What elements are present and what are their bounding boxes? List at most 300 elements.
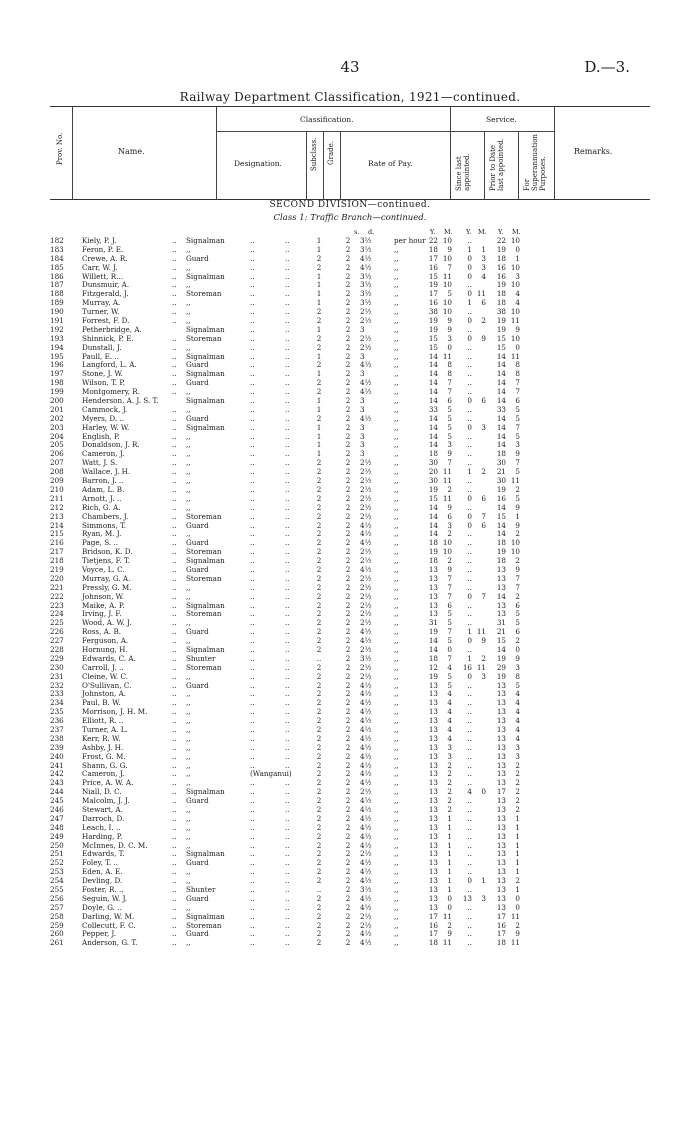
rate-of-pay: 4½ [360,413,372,423]
unit-months-super: M. [512,228,521,236]
prior-years: .. [467,733,472,743]
leader-dots: .. [285,822,290,832]
leader-dots: .. [250,662,255,672]
leader-dots: .. [250,840,255,850]
prior-years: .. [467,885,472,895]
since-last-years: 13 [428,573,438,583]
superannuation-years: 17 [496,787,506,797]
prov-no: 234 [50,698,64,708]
subclass: 2 [316,938,322,948]
grade: 2 [345,236,351,245]
superannuation-years: 13 [496,564,506,574]
prov-no: 195 [50,351,64,361]
prov-no: 236 [50,716,64,726]
superannuation-years: 13 [496,724,506,734]
leader-dots: .. [250,378,255,388]
designation: ,, [186,831,191,841]
rate-unit: ,, [394,689,399,699]
superannuation-months: 8 [515,671,520,681]
superannuation-years: 30 [496,476,506,486]
unit-months-prior: M. [478,228,487,236]
since-last-months: 1 [447,885,452,895]
rate-unit: ,, [394,547,399,557]
since-last-months: 2 [447,760,452,770]
superannuation-years: 14 [496,396,506,406]
rate-unit: ,, [394,556,399,566]
superannuation-months: 1 [515,867,520,877]
leader-dots: .. [172,529,177,539]
designation: Signalman [186,271,225,281]
grade: 2 [345,778,351,788]
leader-dots: .. [250,351,255,361]
leader-dots: .. [250,644,255,654]
since-last-months: 11 [442,911,452,921]
rate-unit: ,, [394,885,399,895]
designation: Signalman [186,351,225,361]
superannuation-years: 14 [496,529,506,539]
since-last-months: 4 [447,716,452,726]
designation: Guard [186,564,209,574]
since-last-months: 5 [447,636,452,646]
designation: Guard [186,796,209,806]
leader-dots: .. [172,893,177,903]
prior-years: 0 [467,591,472,601]
staff-name: Anderson, G. T. [82,938,138,948]
superannuation-months: 1 [515,813,520,823]
prior-years: .. [467,618,472,628]
leader-dots: .. [250,564,255,574]
since-last-years: 15 [428,493,438,503]
since-last-years: 17 [428,253,438,263]
superannuation-years: 13 [496,573,506,583]
leader-dots: .. [285,920,290,930]
prior-years: .. [467,840,472,850]
header-superannuation: For Superannuation Purposes. [523,134,547,191]
subclass: 2 [316,467,322,477]
prior-years: .. [467,440,472,450]
since-last-months: 9 [447,316,452,326]
staff-name: Ryan, M. J. [82,529,122,539]
rate-unit: ,, [394,298,399,308]
designation: ,, [186,733,191,743]
staff-name: Edwards, T. [82,849,125,859]
staff-name: Niall, D. C. [82,787,122,797]
subclass: 2 [316,778,322,788]
prov-no: 198 [50,378,64,388]
leader-dots: .. [285,742,290,752]
prov-no: 240 [50,751,64,761]
since-last-years: 13 [428,680,438,690]
designation: ,, [186,778,191,788]
leader-dots: .. [250,627,255,637]
grade: 2 [345,929,351,939]
rate-unit: ,, [394,662,399,672]
prov-no: 196 [50,360,64,370]
leader-dots: .. [285,529,290,539]
grade: 2 [345,467,351,477]
leader-dots: .. [172,724,177,734]
subclass: 2 [316,387,322,397]
subclass: 2 [316,689,322,699]
superannuation-years: 18 [496,538,506,548]
designation: ,, [186,760,191,770]
since-last-years: 30 [428,458,438,468]
rate-of-pay: 3 [360,351,365,361]
rate-unit: ,, [394,920,399,930]
superannuation-months: 11 [510,911,520,921]
grade: 2 [345,511,351,521]
prov-no: 202 [50,413,64,423]
grade: 2 [345,262,351,272]
since-last-months: 5 [447,618,452,628]
staff-name: English, P. [82,431,120,441]
since-last-months: 1 [447,849,452,859]
prov-no: 251 [50,849,64,859]
grade: 2 [345,911,351,921]
prior-years: 0 [467,493,472,503]
leader-dots: .. [172,680,177,690]
staff-name: Willett, R... [82,271,124,281]
rate-of-pay: 3½ [360,885,372,895]
superannuation-months: 1 [515,822,520,832]
leader-dots: .. [250,609,255,619]
rate-of-pay: 2½ [360,342,372,352]
grade: 2 [345,413,351,423]
leader-dots: .. [172,316,177,326]
superannuation-years: 17 [496,911,506,921]
leader-dots: .. [172,378,177,388]
designation: Guard [186,627,209,637]
leader-dots: .. [285,396,290,406]
subclass: 2 [316,529,322,539]
staff-name: Irving, J. F. [82,609,122,619]
leader-dots: .. [172,885,177,895]
since-last-months: 3 [447,751,452,761]
since-last-years: 18 [428,449,438,459]
superannuation-years: 13 [496,805,506,814]
designation: Signalman [186,369,225,379]
designation: ,, [186,431,191,441]
designation: ,, [186,840,191,850]
since-last-months: 2 [447,920,452,930]
since-last-years: 13 [428,769,438,779]
prior-years: .. [467,484,472,494]
superannuation-months: 1 [515,858,520,868]
leader-dots: .. [172,502,177,512]
designation: ,, [186,902,191,912]
prior-years: .. [467,449,472,459]
prior-years: .. [467,351,472,361]
staff-name: Cleine, W. C. [82,671,129,681]
leader-dots: .. [172,644,177,654]
prov-no: 228 [50,644,64,654]
since-last-months: 5 [447,289,452,299]
since-last-years: 18 [428,244,438,254]
since-last-months: 7 [447,627,452,637]
leader-dots: .. [285,404,290,414]
staff-name: Johnston, A. [82,689,127,699]
prov-no: 203 [50,422,64,432]
since-last-years: 15 [428,271,438,281]
leader-dots: .. [285,431,290,441]
rate-of-pay: 3 [360,404,365,414]
prior-years: .. [467,902,472,912]
leader-dots: .. [250,316,255,326]
leader-dots: .. [250,911,255,921]
superannuation-months: 7 [515,387,520,397]
staff-name: Pressly, G. M. [82,582,132,592]
grade: 2 [345,591,351,601]
since-last-months: 4 [447,662,452,672]
prior-months: 7 [481,591,486,601]
rate-of-pay: 2½ [360,458,372,468]
staff-name: Murray, A. [82,298,121,308]
leader-dots: .. [250,449,255,459]
since-last-months: 5 [447,431,452,441]
since-last-years: 19 [428,324,438,334]
prov-no: 241 [50,760,64,770]
superannuation-months: 7 [515,582,520,592]
prior-months: 4 [481,271,486,281]
staff-name: Shann, G. G. [82,760,128,770]
unit-pence: d. [368,228,375,236]
leader-dots: .. [250,289,255,299]
leader-dots: .. [172,547,177,557]
since-last-years: 15 [428,342,438,352]
rate-unit: ,, [394,760,399,770]
prov-no: 238 [50,733,64,743]
since-last-years: 13 [428,876,438,886]
prior-years: 1 [467,467,472,477]
page-title: Railway Department Classification, 1921—continued. [179,90,521,104]
subclass: 2 [316,564,322,574]
superannuation-years: 14 [496,502,506,512]
superannuation-years: 19 [496,244,506,254]
grade: 2 [345,342,351,352]
superannuation-years: 15 [496,511,506,521]
rate-unit: ,, [394,876,399,886]
leader-dots: .. [172,600,177,610]
prov-no: 259 [50,920,64,930]
designation: Guard [186,893,209,903]
prior-months: 0 [481,787,486,797]
since-last-months: 0 [447,893,452,903]
subclass: 2 [316,733,322,743]
superannuation-months: 0 [515,342,520,352]
superannuation-months: 10 [510,280,520,290]
since-last-months: 9 [447,564,452,574]
subclass: 2 [316,307,322,317]
superannuation-years: 14 [496,644,506,654]
superannuation-years: 14 [496,360,506,370]
rate-unit: ,, [394,778,399,788]
designation: Storeman [186,573,222,583]
rate-of-pay: 2½ [360,591,372,601]
subclass: 2 [316,911,322,921]
superannuation-months: 2 [515,805,520,814]
rate-of-pay: 4½ [360,733,372,743]
rate-of-pay: 4½ [360,805,372,814]
leader-dots: .. [285,324,290,334]
leader-dots: .. [250,680,255,690]
superannuation-months: 9 [515,502,520,512]
leader-dots: .. [285,413,290,423]
since-last-years: 14 [428,529,438,539]
designation: ,, [186,769,191,779]
leader-dots: .. [250,440,255,450]
staff-name: Ferguson, A. [82,636,129,646]
leader-dots: .. [250,867,255,877]
superannuation-years: 33 [496,404,506,414]
since-last-months: 2 [447,778,452,788]
leader-dots: .. [285,271,290,281]
designation: ,, [186,582,191,592]
leader-dots: .. [285,360,290,370]
since-last-years: 19 [428,280,438,290]
leader-dots: .. [250,885,255,895]
leader-dots: .. [172,769,177,779]
superannuation-months: 1 [515,831,520,841]
leader-dots: .. [172,280,177,290]
since-last-months: 10 [442,236,452,245]
staff-name: Feron, P. E. [82,244,124,254]
subclass: 2 [316,742,322,752]
rate-of-pay: 2½ [360,511,372,521]
rate-unit: ,, [394,813,399,823]
prov-no: 248 [50,822,64,832]
leader-dots: .. [285,778,290,788]
prior-years: 1 [467,627,472,637]
subclass: 2 [316,796,322,806]
superannuation-years: 17 [496,929,506,939]
prior-years: .. [467,849,472,859]
designation: ,, [186,822,191,832]
staff-name: Rich, G. A. [82,502,121,512]
since-last-months: 6 [447,396,452,406]
superannuation-months: 1 [515,849,520,859]
rate-unit: ,, [394,716,399,726]
rate-unit: ,, [394,680,399,690]
prior-months: 1 [481,876,486,886]
grade: 2 [345,556,351,566]
designation: ,, [186,938,191,948]
leader-dots: .. [285,573,290,583]
rate-unit: ,, [394,333,399,343]
since-last-years: 14 [428,387,438,397]
leader-dots: .. [285,467,290,477]
leader-dots: .. [250,333,255,343]
rate-unit: per hour [394,236,426,245]
superannuation-months: 3 [515,742,520,752]
designation: ,, [186,307,191,317]
leader-dots: .. [172,867,177,877]
designation: ,, [186,484,191,494]
designation: Guard [186,378,209,388]
prior-years: .. [467,698,472,708]
superannuation-years: 16 [496,271,506,281]
prior-years: 0 [467,316,472,326]
leader-dots: .. [250,600,255,610]
subclass: 2 [316,538,322,548]
designation: ,, [186,404,191,414]
leader-dots: .. [285,253,290,263]
prov-no: 211 [50,493,64,503]
grade: 2 [345,902,351,912]
since-last-years: 13 [428,591,438,601]
prior-years: .. [467,742,472,752]
rate-unit: ,, [394,609,399,619]
leader-dots: .. [172,253,177,263]
superannuation-months: 1 [515,511,520,521]
grade: 2 [345,938,351,948]
leader-dots: .. [285,689,290,699]
subclass: 2 [316,502,322,512]
prov-no: 245 [50,796,64,806]
prov-no: 224 [50,609,64,619]
superannuation-years: 21 [496,467,506,477]
staff-name: Frost, G. M. [82,751,126,761]
superannuation-years: 13 [496,858,506,868]
designation: Signalman [186,396,225,406]
staff-name: Doyle, G. .. [82,902,122,912]
superannuation-years: 14 [496,413,506,423]
rate-unit: ,, [394,698,399,708]
staff-name: Crewe, A. R. [82,253,128,263]
unit-years-since: Y. [430,228,436,236]
leader-dots: .. [172,733,177,743]
rate-unit: ,, [394,449,399,459]
since-last-years: 13 [428,849,438,859]
rate-unit: ,, [394,324,399,334]
rate-unit: ,, [394,573,399,583]
designation: ,, [186,751,191,761]
header-prov-no: Prov. No. [56,132,64,165]
superannuation-years: 13 [496,902,506,912]
superannuation-years: 13 [496,600,506,610]
since-last-months: 3 [447,333,452,343]
prior-years: .. [467,778,472,788]
grade: 2 [345,493,351,503]
rate-of-pay: 4½ [360,529,372,539]
leader-dots: .. [172,787,177,797]
superannuation-years: 18 [496,289,506,299]
designation: ,, [186,591,191,601]
superannuation-months: 2 [515,760,520,770]
superannuation-years: 18 [496,556,506,566]
staff-name: Leach, I. .. [82,822,121,832]
unit-years-prior: Y. [466,228,472,236]
superannuation-years: 30 [496,458,506,468]
rate-of-pay: 2½ [360,316,372,326]
superannuation-years: 16 [496,920,506,930]
since-last-years: 18 [428,938,438,948]
subclass: 2 [316,484,322,494]
superannuation-years: 13 [496,680,506,690]
leader-dots: .. [285,449,290,459]
leader-dots: .. [172,484,177,494]
prov-no: 242 [50,769,64,779]
superannuation-months: 4 [515,733,520,743]
superannuation-years: 13 [496,716,506,726]
rate-of-pay: 4½ [360,698,372,708]
rate-unit: ,, [394,520,399,530]
grade: 2 [345,689,351,699]
leader-dots: .. [250,591,255,601]
rate-unit: ,, [394,369,399,379]
rate-unit: ,, [394,307,399,317]
leader-dots: .. [172,298,177,308]
since-last-months: 9 [447,502,452,512]
